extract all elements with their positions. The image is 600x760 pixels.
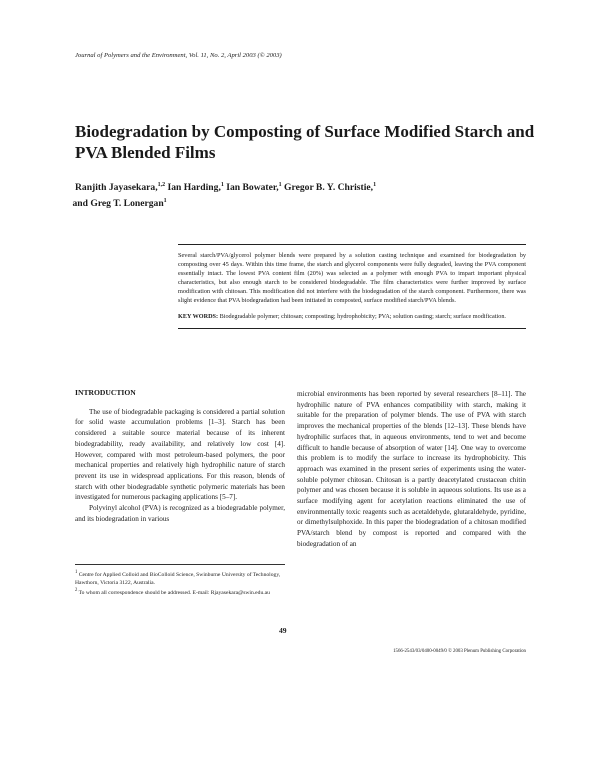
journal-header: Journal of Polymers and the Environment, Vol. 11, No. 2, April 2003 (© 2003) <box>75 52 282 59</box>
keywords-text: Biodegradable polymer; chitosan; composting; hydrophobicity; PVA; solution casting; starch; surface modification. <box>218 312 506 320</box>
author-affiliation-mark: 1 <box>278 182 282 188</box>
paragraph: The use of biodegradable packaging is considered a partial solution for solid waste accumulation problems [1–3]. Starch has been considered a suitable source material because of its inherent biodegradability, ready availability, and relatively low cost [4]. However, compared with most petroleum-based polymers, the poor mechanical properties and relatively high hydrophilic nature of starch prevent its use in widespread applications. For this reason, blends of starch with other biodegradable synthetic polymeric materials has been investigated for numerous packaging applications [5–7]. <box>75 407 285 502</box>
copyright-line: 1566-2543/03/0400-0049/0 © 2003 Plenum Publishing Corporation <box>393 649 526 654</box>
paragraph: microbial environments has been reported by several researchers [8–11]. The hydrophilic nature of PVA enhances compatibility with starch, making it suitable for the preparation of polymer blends. The use of PVA with starch improves the mechanical properties of the blends [12–13]. These blends have hydrophilic surfaces that, in aqueous environments, tend to wet and become difficult to handle because of absorption of water [14]. One way to overcome this problem is to modify the surface to increase its hydrophobicity. This approach was examined in the present series of experiments using the water-soluble polymer chitosan. Chitosan is a partly deacetylated crustacean chitin polymer and was chosen because it is soluble in aqueous solutions. Its use as a surface modifying agent for acetylation reactions eliminated the use of environmentally toxic reagents such as acetaldehyde, glutaraldehyde, pyridine, or dimethylsulphoxide. In this paper the biodegradation of a chitosan modified PVA/starch blend by compost is reported and compared with the biodegradation of an <box>297 390 526 548</box>
keywords-label: KEY WORDS: <box>178 312 219 320</box>
abstract-text: Several starch/PVA/glycerol polymer blends were prepared by a solution casting technique and examined for biodegradation by composting over 45 days. Within this time frame, the starch and glycerol components were fully degraded, leaving the PVA component essentially intact. The lowest PVA content film (20%) was selected as a polymer with enough PVA to impart important physical characteristics, but also enough starch to be considered biodegradable. The film characteristics were further improved by surface modification with chitosan. This modification did not interfere with the biodegradation of the starch component. Furthermore, there was slight evidence that PVA biodegradation had been initiated in composted, surface modified starch/PVA blends. <box>178 252 526 304</box>
author-name: Ranjith Jayasekara, <box>75 182 158 194</box>
footnote-text: To whom all correspondence should be addressed. E-mail: Rjayasekara@swin.edu.au <box>77 590 270 597</box>
author-affiliation-mark: 1 <box>163 197 167 204</box>
author-name: Ian Bowater, <box>223 182 279 194</box>
footnote-mark: 1 <box>75 570 78 575</box>
page-number: 49 <box>279 626 287 635</box>
footnote-1 <box>75 569 285 587</box>
author-list <box>72 179 545 210</box>
footnotes <box>75 564 285 597</box>
author-affiliation-mark: 1 <box>373 182 377 188</box>
left-column <box>75 388 285 524</box>
footnote-2 <box>75 587 285 597</box>
author-name: and Greg T. Lonergan <box>72 197 164 209</box>
author-affiliation-mark: 1,2 <box>157 182 166 188</box>
section-heading-introduction: INTRODUCTION <box>75 388 136 397</box>
keywords <box>178 313 526 322</box>
article-title: Biodegradation by Composting of Surface Modified Starch and PVA Blended Films <box>75 122 535 162</box>
paragraph: Polyvinyl alcohol (PVA) is recognized as a biodegradable polymer, and its biodegradation in various <box>75 504 285 523</box>
footnote-text: Centre for Applied Colloid and BioColloid Science, Swinburne University of Technology, Hawthorn, Victoria 3122, Australia. <box>75 571 281 587</box>
abstract-box <box>178 244 526 329</box>
author-affiliation-mark: 1 <box>220 182 224 188</box>
author-name: Gregor B. Y. Christie, <box>281 182 374 194</box>
author-name: Ian Harding, <box>165 182 221 194</box>
right-column <box>297 389 526 550</box>
footnote-mark: 2 <box>75 588 78 594</box>
